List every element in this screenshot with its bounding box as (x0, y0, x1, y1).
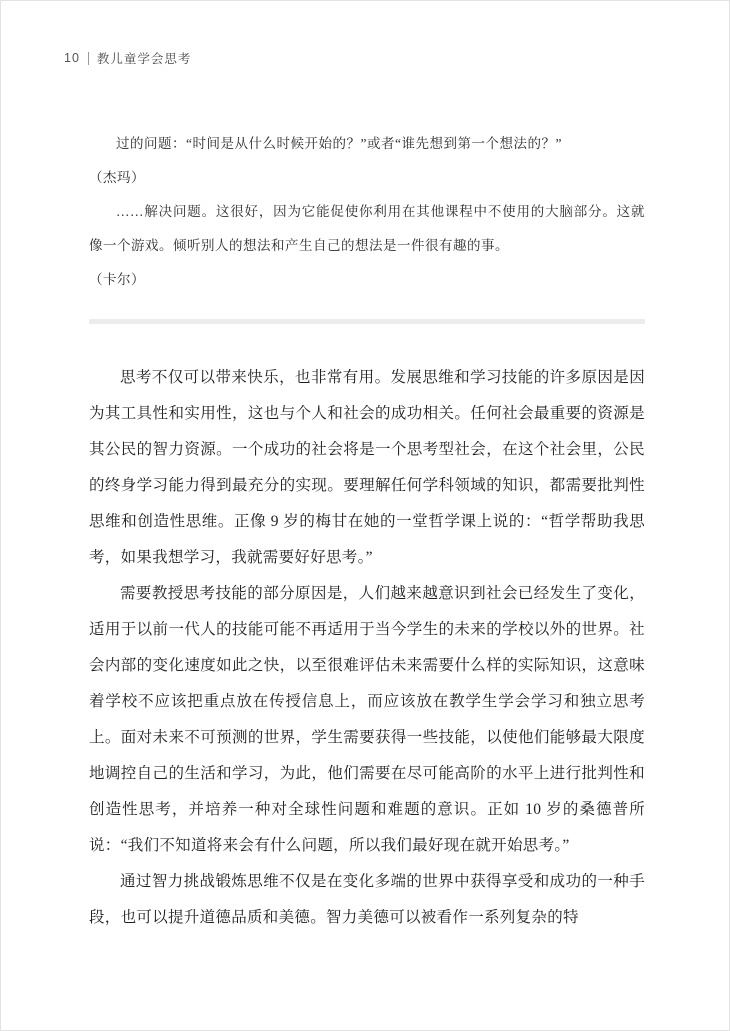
quote-paragraph: 过的问题：“时间是从什么时候开始的？”或者“谁先想到第一个想法的？” (116, 136, 562, 151)
body-paragraph: 思考不仅可以带来快乐，也非常有用。发展思维和学习技能的许多原因是因为其工具性和实用性，这也与个人和社会的成功相关。任何社会最重要的资源是其公民的智力资源。一个成功的社会将是一个思考型社会，在这个社会里，公民的终身学习能力得到最充分的实现。要理解任何学科领域的知识，都需要批判性思维和创造性思维。正像 9 岁的梅甘在她的一堂哲学课上说的：“哲学帮助我思考，如果我想学习，我就需要好好思考。” (89, 369, 645, 566)
body-paragraph: 需要教授思考技能的部分原因是，人们越来越意识到社会已经发生了变化，适用于以前一代人的技能可能不再适用于当今学生的未来的学校以外的世界。社会内部的变化速度如此之快，以至很难评估未来需要什么样的实际知识，这意味着学校不应该把重点放在传授信息上，而应该放在教学生学会学习和独立思考上。面对未来不可预测的世界，学生需要获得一些技能，以使他们能够最大限度地调控自己的生活和学习，为此，他们需要在尽可能高阶的水平上进行批判性和创造性思考，并培养一种对全球性问题和难题的意识。正如 10 岁的桑德普所说：“我们不知道将来会有什么问题，所以我们最好现在就开始思考。” (89, 585, 645, 854)
page-content (89, 127, 645, 936)
quote-attribution: （杰玛） (89, 170, 145, 185)
book-title: 教儿童学会思考 (96, 52, 192, 66)
header-divider (88, 52, 89, 65)
quote-attribution: （卡尔） (89, 272, 145, 287)
quote-block (89, 127, 645, 297)
page-header (64, 49, 191, 67)
body-paragraph: 通过智力挑战锻炼思维不仅是在变化多端的世界中获得享受和成功的一种手段，也可以提升道德品质和美德。智力美德可以被看作一系列复杂的特 (89, 873, 645, 926)
page-number: 10 (64, 51, 80, 65)
body-text (89, 360, 645, 936)
quote-paragraph: ……解决问题。这很好，因为它能促使你利用在其他课程中不使用的大脑部分。这就像一个游戏。倾听别人的想法和产生自己的想法是一件很有趣的事。 (89, 204, 645, 253)
section-divider (89, 319, 645, 324)
